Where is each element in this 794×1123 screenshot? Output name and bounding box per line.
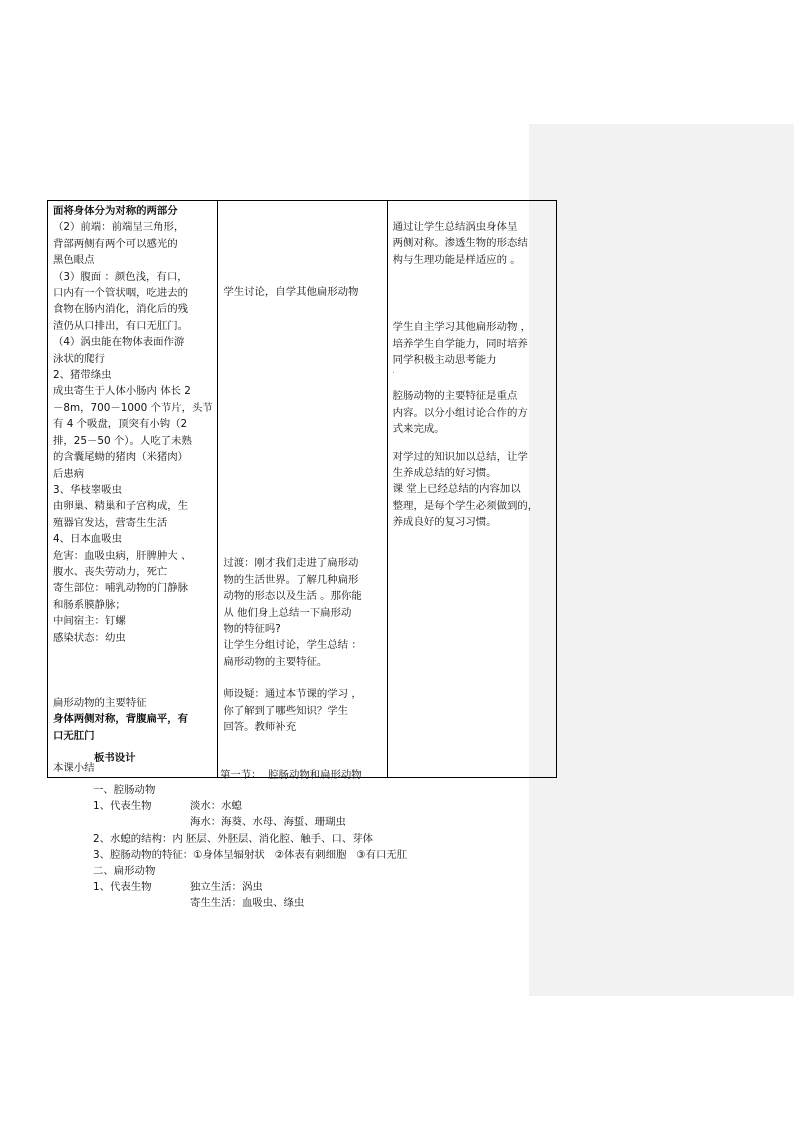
table-line: 食物在肠内消化，消化后的残	[53, 303, 189, 316]
table-line: 回答。教师补充	[223, 721, 297, 734]
table-line: 泳状的爬行	[53, 352, 105, 365]
table-line: 危害：血吸虫病，肝脾肿大 、	[53, 549, 192, 562]
table-line: 后患病	[53, 467, 85, 480]
table-line: 物的生活世界。了解几种扁形	[223, 573, 359, 586]
lesson-table	[47, 200, 557, 778]
table-line: 同学积极主动思考能力	[392, 354, 497, 367]
board-line: 独立生活：涡虫	[190, 881, 263, 893]
table-line: 2、猪带绦虫	[53, 369, 112, 382]
table-line: 寄生部位：哺乳动物的门静脉	[53, 582, 189, 595]
table-line: 养成良好的复习习惯。	[392, 516, 497, 529]
table-line: 让学生分组讨论，学生总结 ：	[223, 639, 362, 652]
table-line: 式来完成。	[392, 423, 445, 436]
table-line: （2）前端：前端呈三角形，	[53, 221, 185, 234]
table-line: .	[392, 368, 395, 376]
table-line: 学生自主学习其他扁形动物 ，	[392, 321, 532, 334]
table-line: 课 堂上已经总结的内容加以	[392, 483, 521, 496]
board-line: 2、水螅的结构：内 胚层、外胚层、消化腔、触手、口、芽体	[93, 833, 374, 845]
table-line: 殖器官发达，营寄生生活	[53, 516, 168, 529]
table-line: 渣仍从口排出，有口无肛门。	[53, 319, 189, 332]
table-line: 过渡：刚才我们走进了扁形动	[223, 557, 359, 570]
table-line: 通过让学生总结涡虫身体呈	[392, 221, 518, 233]
table-line: 口内有一个管状咽，吃进去的	[53, 287, 189, 300]
table-line: 扁形动物的主要特征。	[223, 655, 328, 668]
table-line: 的含囊尾蚴的猪肉（米猪肉）	[53, 451, 189, 464]
table-line: 感染状态：幼虫	[53, 631, 126, 644]
purpose-cell	[387, 201, 556, 778]
table-line: 从 他们身上总结一下扁形动	[223, 606, 352, 619]
content-cell	[48, 201, 218, 778]
table-line: 排，25－50 个）。人吃了未熟	[53, 434, 192, 447]
table-line: 4、日本血吸虫	[53, 533, 122, 546]
table-line: 中间宿主：钉螺	[53, 615, 126, 628]
board-line: 一、腔肠动物	[93, 784, 156, 796]
board-line: 1、代表生物	[93, 881, 152, 893]
board-line: 淡水：水螅	[190, 800, 242, 812]
board-line: 寄生生活：血吸虫、绦虫	[190, 897, 305, 909]
table-line: 身体两侧对称，背腹扁平，有	[53, 713, 189, 726]
table-line: 由卵巢、精巢和子宫构成，生	[53, 500, 189, 513]
table-line: 腔肠动物的主要特征是重点	[392, 390, 518, 403]
board-line: 3、腔肠动物的特征：①身体呈辐射状 ②体表有刺细胞 ③有口无肛	[93, 849, 408, 861]
table-line: 内容。以分小组讨论合作的方	[392, 406, 528, 419]
table-line: 有 4 个吸盘，顶突有小钩（2	[53, 418, 188, 431]
table-line: 对学过的知识加以总结，让学	[392, 450, 528, 463]
table-line: 背部两侧有两个可以感光的	[53, 237, 178, 250]
table-line: 黑色眼点	[53, 254, 95, 267]
board-line: 1、代表生物	[93, 800, 152, 812]
comment-pane	[529, 124, 794, 996]
table-line: 两侧对称。渗透生物的形态结	[392, 237, 528, 250]
table-line: 和肠系膜静脉；	[53, 598, 126, 611]
table-line: 你了解到了哪些知识？学生	[223, 704, 349, 717]
board-heading: 板书设计	[94, 752, 136, 764]
board-line: 海水：海葵、水母、海蜇、珊瑚虫	[190, 816, 346, 828]
table-line: 3、华枝睾吸虫	[53, 483, 122, 496]
table-line: 动物的形态以及生活 。那你能	[223, 590, 362, 603]
table-line: 培养学生自学能力，同时培养	[392, 337, 528, 350]
table-line: （4）涡虫能在物体表面作游	[53, 336, 185, 349]
table-line: 生养成总结的好习惯。	[392, 467, 497, 480]
table-line: 学生讨论，自学其他扁形动物	[223, 286, 359, 298]
board-line: 二、扁形动物	[93, 865, 156, 877]
table-line: 腹水、丧失劳动力，死亡	[53, 565, 168, 578]
table-line: －8m，700－1000 个节片，头节	[53, 401, 213, 414]
table-line: 整理，是每个学生必须做到的，	[392, 499, 539, 512]
table-row	[48, 201, 557, 778]
table-line: 师设疑：通过本节课的学习 ，	[223, 688, 362, 701]
table-line: 扁形动物的主要特征	[53, 696, 147, 709]
table-line: 面将身体分为对称的两部分	[53, 205, 178, 217]
table-line: 本课小结	[53, 762, 95, 775]
table-line: （3）腹面 ：颜色浅，有口，	[53, 270, 188, 283]
table-line: 成虫寄生于人体小肠内 体长 2	[53, 385, 191, 398]
table-line: 口无肛门	[53, 729, 95, 742]
table-line: 物的特征吗?	[223, 623, 281, 636]
board-section-title: 第一节： 腔肠动物和扁形动物	[220, 769, 362, 781]
table-line: 构与生理功能是样适应的 。	[392, 253, 521, 266]
activity-cell	[218, 201, 387, 778]
